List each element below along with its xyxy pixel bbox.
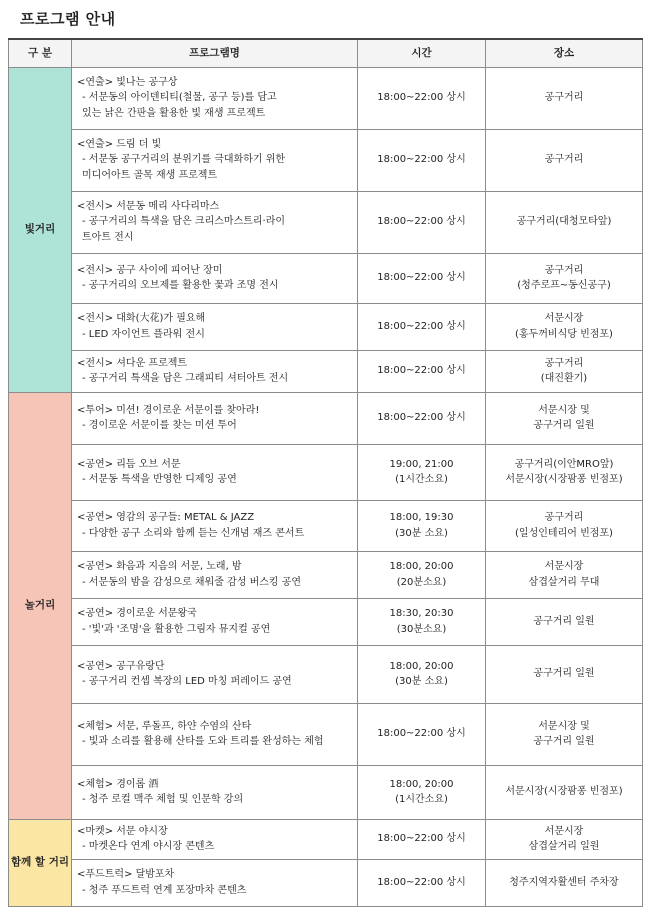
time-cell xyxy=(358,551,486,598)
program-cell xyxy=(72,859,358,906)
time-cell xyxy=(358,392,486,444)
place-cell xyxy=(486,551,643,598)
place-line: 공구거리 xyxy=(544,154,584,166)
table-row xyxy=(9,129,643,191)
place-line: 공구거리 xyxy=(544,92,584,104)
time-line: 18:00, 20:00 xyxy=(389,660,454,672)
program-title: <체험> 경이롭 酒 xyxy=(77,778,159,790)
table-row xyxy=(9,765,643,819)
program-title: <투어> 미션! 경이로운 서문이를 찾아라! xyxy=(77,404,260,416)
place-cell xyxy=(486,859,643,906)
table-row xyxy=(9,551,643,598)
category-cell: 함께 할 거리 xyxy=(9,819,72,906)
time-line: 18:00~22:00 상시 xyxy=(377,154,466,166)
program-cell xyxy=(72,303,358,350)
time-cell xyxy=(358,859,486,906)
place-cell xyxy=(486,350,643,392)
place-cell xyxy=(486,765,643,819)
place-line: 공구거리 일원 xyxy=(533,420,595,431)
program-description: - 공구거리 컨셉 복장의 LED 마칭 퍼레이드 공연 xyxy=(82,676,292,687)
program-description: - 다양한 공구 소리와 함께 듣는 신개념 재즈 콘서트 xyxy=(82,527,305,539)
program-description: - 빛과 소리를 활용해 산타를 도와 트리를 완성하는 체험 xyxy=(82,736,324,747)
program-title: <공연> 리듬 오브 서문 xyxy=(77,458,181,470)
place-cell xyxy=(486,819,643,859)
time-line: (1시간소요) xyxy=(395,474,448,485)
table-row xyxy=(9,703,643,765)
program-title: <연출> 드림 더 빛 xyxy=(77,138,162,150)
place-cell xyxy=(486,645,643,703)
program-title: <마켓> 서문 야시장 xyxy=(77,825,168,837)
program-description: - '빛'과 '조명'을 활용한 그림자 뮤지컬 공연 xyxy=(82,623,271,635)
table-row xyxy=(9,859,643,906)
place-line: 서문시장(시장팜퐁 빈점포) xyxy=(505,474,623,485)
place-line: 서문시장 및 xyxy=(538,404,590,416)
place-line: (일성인테리어 빈점포) xyxy=(515,527,613,539)
program-title: <연출> 빛나는 공구상 xyxy=(77,76,178,88)
program-cell xyxy=(72,129,358,191)
time-cell xyxy=(358,819,486,859)
program-description: - 마켓온다 연계 야시장 콘텐츠 xyxy=(82,841,215,852)
time-line: 18:00, 19:30 xyxy=(389,512,454,523)
time-cell xyxy=(358,129,486,191)
table-row xyxy=(9,191,643,253)
program-cell xyxy=(72,819,358,859)
place-line: 서문시장 및 xyxy=(538,720,590,732)
table-row xyxy=(9,819,643,859)
time-cell xyxy=(358,191,486,253)
time-line: (30분 소요) xyxy=(395,676,448,687)
place-cell xyxy=(486,703,643,765)
time-line: (1시간소요) xyxy=(395,794,448,805)
program-title: <공연> 경이로운 서문왕국 xyxy=(77,608,197,619)
time-line: (20분소요) xyxy=(396,576,447,588)
program-cell xyxy=(72,598,358,645)
time-line: 18:00~22:00 상시 xyxy=(377,412,466,424)
place-line: 공구거리 xyxy=(544,264,584,276)
place-line: 공구거리 일원 xyxy=(533,615,595,627)
time-cell xyxy=(358,303,486,350)
place-cell xyxy=(486,598,643,645)
program-cell xyxy=(72,703,358,765)
program-description: - 경이로운 서문이를 찾는 미션 투어 xyxy=(82,420,237,431)
program-title: <전시> 대화(大花)가 필요해 xyxy=(77,313,206,324)
program-title: <전시> 셔다운 프로젝트 xyxy=(77,357,188,369)
time-cell xyxy=(358,253,486,303)
program-cell xyxy=(72,765,358,819)
program-description: - 공구거리 특색을 담은 그래피티 셔터아트 전시 xyxy=(82,373,289,384)
program-description: - 청주 로컬 맥주 체험 및 인문학 강의 xyxy=(82,794,244,805)
time-line: 18:00~22:00 상시 xyxy=(377,320,466,332)
table-row xyxy=(9,303,643,350)
time-cell xyxy=(358,444,486,500)
place-line: (대진환기) xyxy=(540,373,588,384)
place-line: 공구거리(대청모타앞) xyxy=(516,216,612,228)
program-description: - 서문동 특색을 반영한 디제잉 공연 xyxy=(82,474,237,485)
program-cell xyxy=(72,253,358,303)
program-cell xyxy=(72,645,358,703)
place-line: 삼겹살거리 일원 xyxy=(528,841,600,852)
table-row xyxy=(9,598,643,645)
place-line: 청주지역자활센터 주차장 xyxy=(509,876,619,888)
header-category: 구 분 xyxy=(9,39,72,67)
program-description: - 서문동의 아이덴티티(철물, 공구 등)를 담고 있는 낡은 간판을 활용한 빛 재생 프로젝트 xyxy=(82,92,277,119)
time-cell xyxy=(358,598,486,645)
program-title: <공연> 공구유랑단 xyxy=(77,660,165,672)
table-row xyxy=(9,67,643,129)
program-cell xyxy=(72,500,358,551)
program-description: - 서문동의 밤을 감성으로 채워줄 감성 버스킹 공연 xyxy=(82,576,302,588)
place-line: 서문시장 xyxy=(544,313,584,324)
program-title: <체험> 서문, 루돌프, 하얀 수염의 산타 xyxy=(77,720,252,732)
place-cell xyxy=(486,392,643,444)
program-description: - 청주 푸드트럭 연계 포장마차 콘텐츠 xyxy=(82,884,247,896)
time-cell xyxy=(358,765,486,819)
program-cell xyxy=(72,392,358,444)
place-line: (청주로프~동신공구) xyxy=(517,280,611,291)
program-cell xyxy=(72,350,358,392)
program-table xyxy=(8,38,643,907)
program-cell xyxy=(72,191,358,253)
time-line: 18:00~22:00 상시 xyxy=(377,216,466,228)
place-line: 공구거리 일원 xyxy=(533,668,595,680)
program-cell xyxy=(72,551,358,598)
header-time: 시간 xyxy=(358,39,486,67)
table-row xyxy=(9,500,643,551)
place-cell xyxy=(486,500,643,551)
place-cell xyxy=(486,253,643,303)
program-cell xyxy=(72,67,358,129)
time-line: 18:30, 20:30 xyxy=(389,608,454,619)
time-line: 18:00~22:00 상시 xyxy=(377,365,466,377)
program-title: <푸드트럭> 달밤포차 xyxy=(77,869,175,880)
table-row xyxy=(9,350,643,392)
program-description: - LED 자이언트 플라워 전시 xyxy=(82,328,205,340)
program-title: <전시> 서문동 메리 사다리마스 xyxy=(77,200,220,212)
category-cell: 빛거리 xyxy=(9,67,72,392)
place-line: (홍두꺼비식당 빈점포) xyxy=(515,328,613,340)
category-cell: 놀거리 xyxy=(9,392,72,819)
page-title: 프로그램 안내 xyxy=(20,10,116,28)
place-cell xyxy=(486,129,643,191)
place-line: 삼겹살거리 무대 xyxy=(528,576,600,588)
time-line: 18:00~22:00 상시 xyxy=(377,92,466,104)
program-description: - 공구거리의 특색을 담은 크리스마스트리·라이 트아트 전시 xyxy=(82,216,286,243)
time-line: 19:00, 21:00 xyxy=(389,458,454,470)
header-place: 장소 xyxy=(486,39,643,67)
table-body xyxy=(9,67,643,906)
place-cell xyxy=(486,444,643,500)
time-line: 18:00, 20:00 xyxy=(389,561,454,572)
time-line: 18:00~22:00 상시 xyxy=(377,728,466,740)
program-cell xyxy=(72,444,358,500)
place-line: 공구거리(이안MRO앞) xyxy=(514,458,614,470)
table-row xyxy=(9,645,643,703)
time-line: (30분 소요) xyxy=(395,527,448,539)
place-cell xyxy=(486,67,643,129)
place-cell xyxy=(486,303,643,350)
program-description: - 서문동 공구거리의 분위기를 극대화하기 위한 미디어아트 골목 재생 프로젝트 xyxy=(82,154,286,181)
place-line: 서문시장(시장팜퐁 빈점포) xyxy=(505,786,623,798)
table-row xyxy=(9,444,643,500)
time-line: 18:00~22:00 상시 xyxy=(377,876,466,888)
place-line: 공구거리 일원 xyxy=(533,736,595,747)
program-title: <전시> 공구 사이에 피어난 장미 xyxy=(77,264,223,276)
table-row xyxy=(9,253,643,303)
time-cell xyxy=(358,500,486,551)
table-row xyxy=(9,392,643,444)
place-line: 공구거리 xyxy=(544,512,584,523)
time-line: (30분소요) xyxy=(396,623,447,635)
time-cell xyxy=(358,67,486,129)
time-line: 18:00~22:00 상시 xyxy=(377,833,466,845)
header-program: 프로그램명 xyxy=(72,39,358,67)
program-description: - 공구거리의 오브제를 활용한 꽃과 조명 전시 xyxy=(82,280,279,291)
place-cell xyxy=(486,191,643,253)
place-line: 서문시장 xyxy=(544,825,584,837)
place-line: 공구거리 xyxy=(544,357,584,369)
time-cell xyxy=(358,703,486,765)
time-cell xyxy=(358,645,486,703)
table-header xyxy=(9,39,643,67)
time-line: 18:00~22:00 상시 xyxy=(377,272,466,284)
program-title: <공연> 영감의 공구들: METAL & JAZZ xyxy=(77,512,255,523)
place-line: 서문시장 xyxy=(544,561,584,572)
time-cell xyxy=(358,350,486,392)
time-line: 18:00, 20:00 xyxy=(389,778,454,790)
program-title: <공연> 화음과 지음의 서문, 노래, 밤 xyxy=(77,561,242,572)
